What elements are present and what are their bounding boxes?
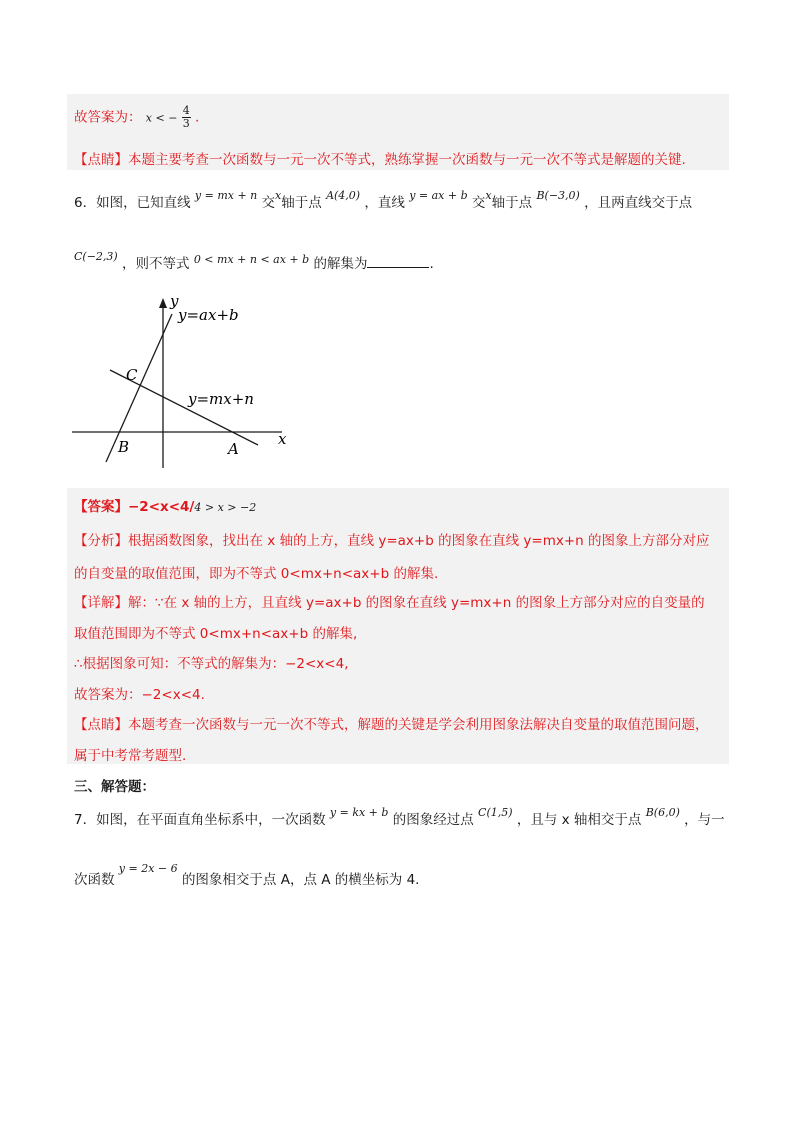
q6-text-a: 6．如图，已知直线 bbox=[74, 195, 191, 211]
detail-line4 bbox=[74, 683, 205, 703]
analysis-line1 bbox=[74, 529, 710, 549]
q6-inequality: 0 < mx + n < ax + b bbox=[193, 253, 310, 266]
q6-point-c: C(−2,3) bbox=[74, 250, 118, 263]
answer-line bbox=[74, 495, 256, 515]
point-c-label: C bbox=[126, 366, 138, 384]
prev-answer-fraction bbox=[182, 105, 191, 130]
y-axis-arrow bbox=[159, 298, 167, 308]
y-axis-label: y bbox=[170, 292, 179, 310]
q6-text-f: 轴于点 bbox=[491, 195, 533, 211]
x-axis-label: x bbox=[278, 430, 287, 448]
q7-text-a: 7．如图，在平面直角坐标系中，一次函数 bbox=[74, 812, 326, 828]
q7-point-c: C(1,5) bbox=[478, 806, 513, 819]
detail-line3 bbox=[74, 652, 348, 672]
q7-eq1: y = kx + b bbox=[329, 806, 389, 819]
q6-text-h: ，则不等式 bbox=[122, 256, 190, 272]
prev-comment-text: 本题主要考查一次函数与一元一次不等式，熟练掌握一次函数与一元一次不等式是解题的关键. bbox=[128, 152, 686, 168]
q7-line2 bbox=[74, 862, 420, 888]
q6-eq1: y = mx + n bbox=[194, 189, 258, 202]
q6-x2: x bbox=[485, 189, 492, 202]
answer-blank bbox=[367, 255, 429, 268]
q6-eq2: y = ax + b bbox=[409, 189, 468, 202]
prev-answer-math: x < − bbox=[145, 111, 178, 125]
analysis-text1: 根据函数图象，找出在 x 轴的上方，直线 y=ax+b 的图象在直线 y=mx+n 的图象上方部分对应 bbox=[128, 533, 710, 549]
q6-line2 bbox=[74, 252, 434, 272]
answer-tag: 【答案】 bbox=[74, 499, 128, 515]
label-line-mx-n: y=mx+n bbox=[188, 390, 254, 408]
q7-text-d: ，与一 bbox=[684, 812, 725, 828]
detail-tag: 【详解】 bbox=[74, 595, 128, 611]
comment-text2: 属于中考常考题型. bbox=[74, 748, 187, 764]
detail-text3: ∴根据图象可知：不等式的解集为：−2<x<4, bbox=[74, 656, 349, 672]
q6-x1: x bbox=[275, 189, 282, 202]
comment-text1: 本题考查一次函数与一元一次不等式，解题的关键是学会利用图象法解决自变量的取值范围问题， bbox=[128, 717, 709, 733]
analysis-text2: 的自变量的取值范围，即为不等式 0<mx+n<ax+b 的解集. bbox=[74, 566, 439, 582]
section-title: 三、解答题： bbox=[74, 779, 155, 795]
q6-line1 bbox=[74, 191, 692, 211]
detail-line1 bbox=[74, 591, 705, 611]
q6-text-j: . bbox=[429, 256, 434, 272]
fraction-numerator: 4 bbox=[182, 104, 190, 117]
point-a-label: A bbox=[228, 440, 239, 458]
comment-line1 bbox=[74, 713, 709, 733]
q6-figure bbox=[68, 292, 298, 472]
q7-text-c: ，且与 x 轴相交于点 bbox=[516, 812, 642, 828]
q7-line1 bbox=[74, 808, 725, 828]
q7-text-e: 次函数 bbox=[74, 872, 115, 888]
q6-text-c: 轴于点 bbox=[281, 195, 322, 211]
comment-line2 bbox=[74, 744, 186, 764]
line-ax-plus-b bbox=[106, 314, 172, 462]
label-line-ax-b: y=ax+b bbox=[178, 306, 239, 324]
detail-text1: 解：∵在 x 轴的上方，且直线 y=ax+b 的图象在直线 y=mx+n 的图象上方部分对应的自变量的 bbox=[128, 595, 705, 611]
q6-text-b: 交 bbox=[261, 195, 276, 211]
q7-eq2: y = 2x − 6 bbox=[118, 862, 178, 875]
prev-answer-line bbox=[74, 105, 199, 130]
q6-text-e: 交 bbox=[471, 195, 486, 211]
analysis-line2 bbox=[74, 562, 438, 582]
comment-tag: 【点睛】 bbox=[74, 717, 128, 733]
prev-answer-prefix: 故答案为： bbox=[74, 109, 142, 126]
answer-text: −2<x<4/ bbox=[128, 499, 195, 515]
q7-text-f: 的图象相交于点 A，点 A 的横坐标为 4. bbox=[181, 872, 420, 888]
detail-text4: 故答案为：−2<x<4. bbox=[74, 687, 205, 703]
q7-point-b: B(6,0) bbox=[645, 806, 680, 819]
q6-text-g: ，且两直线交于点 bbox=[584, 195, 693, 211]
fraction-denominator: 3 bbox=[182, 117, 190, 130]
q6-text-i: 的解集为 bbox=[313, 256, 368, 272]
answer-tail: 4 > x > −2 bbox=[194, 501, 257, 514]
q6-text-d: ，直线 bbox=[364, 195, 405, 211]
prev-comment-line bbox=[74, 148, 686, 168]
q7-text-b: 的图象经过点 bbox=[392, 812, 474, 828]
prev-comment-tag: 【点睛】 bbox=[74, 152, 128, 168]
detail-line2 bbox=[74, 622, 357, 642]
point-b-label: B bbox=[118, 438, 130, 456]
detail-text2: 取值范围即为不等式 0<mx+n<ax+b 的解集, bbox=[74, 626, 358, 642]
analysis-tag: 【分析】 bbox=[74, 533, 128, 549]
q6-point-a: A(4,0) bbox=[326, 189, 361, 202]
q6-point-b: B(−3,0) bbox=[536, 189, 580, 202]
prev-answer-end: . bbox=[195, 109, 200, 126]
